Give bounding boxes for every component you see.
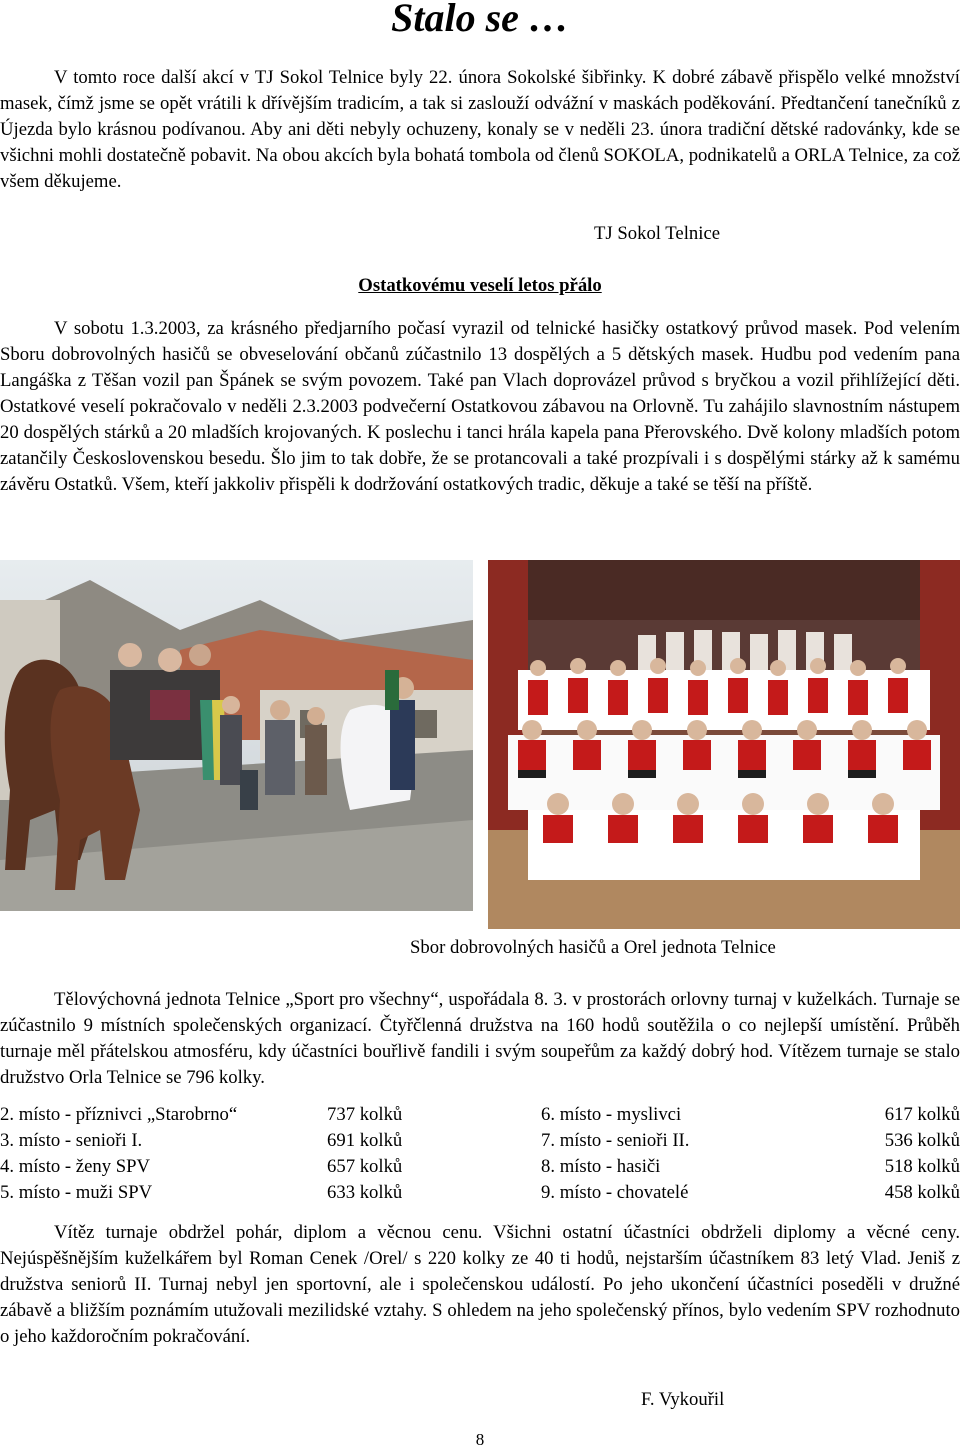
article-kuzelky-signature: F. Vykouřil — [641, 1389, 725, 1410]
results-table — [0, 1104, 960, 1208]
result-place: 9. místo - chovatelé — [541, 1182, 689, 1203]
result-score: 737 kolků — [327, 1104, 403, 1125]
result-score: 657 kolků — [327, 1156, 403, 1177]
article-kuzelky-text: Tělovýchovná jednota Telnice „Sport pro všechny“, uspořádala 8. 3. v prostorách orlovny turnaj v kuželkách. Turnaje se zúčastnilo 9 místních společenských organizací. Čtyřčlenná družstva na 160 hodů soutěžila o co nejlepší umístění. Průběh turnaje měl přátelskou atmosféru, kdy účastníci bouřlivě fandili i svým soupeřům za každý dobrý hod. Vítězem turnaje se stalo družstvo Orla Telnice se 796 kolky. — [0, 989, 960, 1088]
result-place: 4. místo - ženy SPV — [0, 1156, 151, 1177]
costume-group-photo — [488, 560, 960, 929]
article-ostatky-text: V sobotu 1.3.2003, za krásného předjarního počasí vyrazil od telnické hasičky ostatkový průvod masek. Pod velením Sboru dobrovolných hasičů se obveselování občanů zúčastnilo 13 dospělých a 5 dětských masek. Hudbu pod vedením pana Langáška z Těšan vozil pan Špánek se svým povozem. Také pan Vlach doprovázel průvod s bryčkou a vozil přihlížející děti. Ostatkové veselí pokračovalo v neděli 2.3.2003 podvečerní Ostatkovou zábavou na Orlovně. Tu zahájilo slavnostním nástupem 20 dospělých stárků a 20 mladších krojovaných. K poslechu i tanci hrála kapela pana Přerovského. Dvě kolony mladších potom zatančily Československou besedu. Šlo jim to tak dobře, že se protancovali a také prozpívali i s dospělými stárky až k samému závěru Ostatků. Všem, kteří jakkoliv přispěli k dodržování ostatkových tradic, děkuje a také se těší na příště. — [0, 318, 960, 495]
article-kuzelky-text-2: Vítěz turnaje obdržel pohár, diplom a věcnou cenu. Všichni ostatní účastníci obdrželi diplomy a věcné ceny. Nejúspěšnějším kuželkářem byl Roman Cenek /Orel/ s 220 kolky ze 40 ti hodů, nejstarším účastníkem 83 letý Vlad. Jeniš z družstva seniorů II. Turnaj nebyl jen sportovní, ale i společenskou událostí. Po jeho ukončení účastníci poseděli v družné zábavě a bližším poznámím utužovali mezilidské vztahy. S ohledem na jeho společenský přínos, bylo vedením SPV rozhodnuto o jeho každoročním pokračování. — [0, 1222, 960, 1347]
page-number: 8 — [475, 1430, 485, 1449]
result-place: 3. místo - senioři I. — [0, 1130, 143, 1151]
article-sibrinky-signature: TJ Sokol Telnice — [594, 223, 721, 244]
results-row — [0, 1104, 960, 1130]
results-row — [0, 1130, 960, 1156]
article-ostatky-paragraph — [0, 316, 960, 498]
result-score: 617 kolků — [884, 1104, 960, 1125]
procession-photo — [0, 560, 473, 911]
page-title: Stalo se … — [391, 0, 569, 40]
article-sibrinky-text: V tomto roce další akcí v TJ Sokol Telnice byly 22. února Sokolské šibřinky. K dobré zábavě přispělo velké množství masek, čímž jsme se opět vrátili k dřívějším tradicím, a tak si zaslouží odvážní v maskách poděkování. Předtančení tanečníků z Újezda bylo krásnou podívanou. Aby ani děti nebyly ochuzeny, konaly se v neděli 23. února tradiční dětské radovánky, kde se všichni mohli dostatečně pobavit. Na obou akcích byla bohatá tombola od členů SOKOLA, podnikatelů a ORLA Telnice, za což všem děkujeme. — [0, 67, 960, 192]
result-score: 536 kolků — [884, 1130, 960, 1151]
article-kuzelky-paragraph-2 — [0, 1220, 960, 1350]
result-place: 7. místo - senioři II. — [541, 1130, 690, 1151]
article-sibrinky-paragraph — [0, 65, 960, 195]
results-row — [0, 1182, 960, 1208]
result-place: 8. místo - hasiči — [541, 1156, 661, 1177]
result-place: 5. místo - muži SPV — [0, 1182, 153, 1203]
result-place: 6. místo - myslivci — [541, 1104, 682, 1125]
article-ostatky-heading: Ostatkovému veselí letos přálo — [358, 275, 602, 296]
result-place: 2. místo - příznivci „Starobrno“ — [0, 1104, 238, 1125]
article-kuzelky-paragraph — [0, 987, 960, 1091]
result-score: 633 kolků — [327, 1182, 403, 1203]
result-score: 458 kolků — [884, 1182, 960, 1203]
result-score: 691 kolků — [327, 1130, 403, 1151]
results-row — [0, 1156, 960, 1182]
result-score: 518 kolků — [884, 1156, 960, 1177]
photo-caption: Sbor dobrovolných hasičů a Orel jednota Telnice — [410, 937, 776, 958]
